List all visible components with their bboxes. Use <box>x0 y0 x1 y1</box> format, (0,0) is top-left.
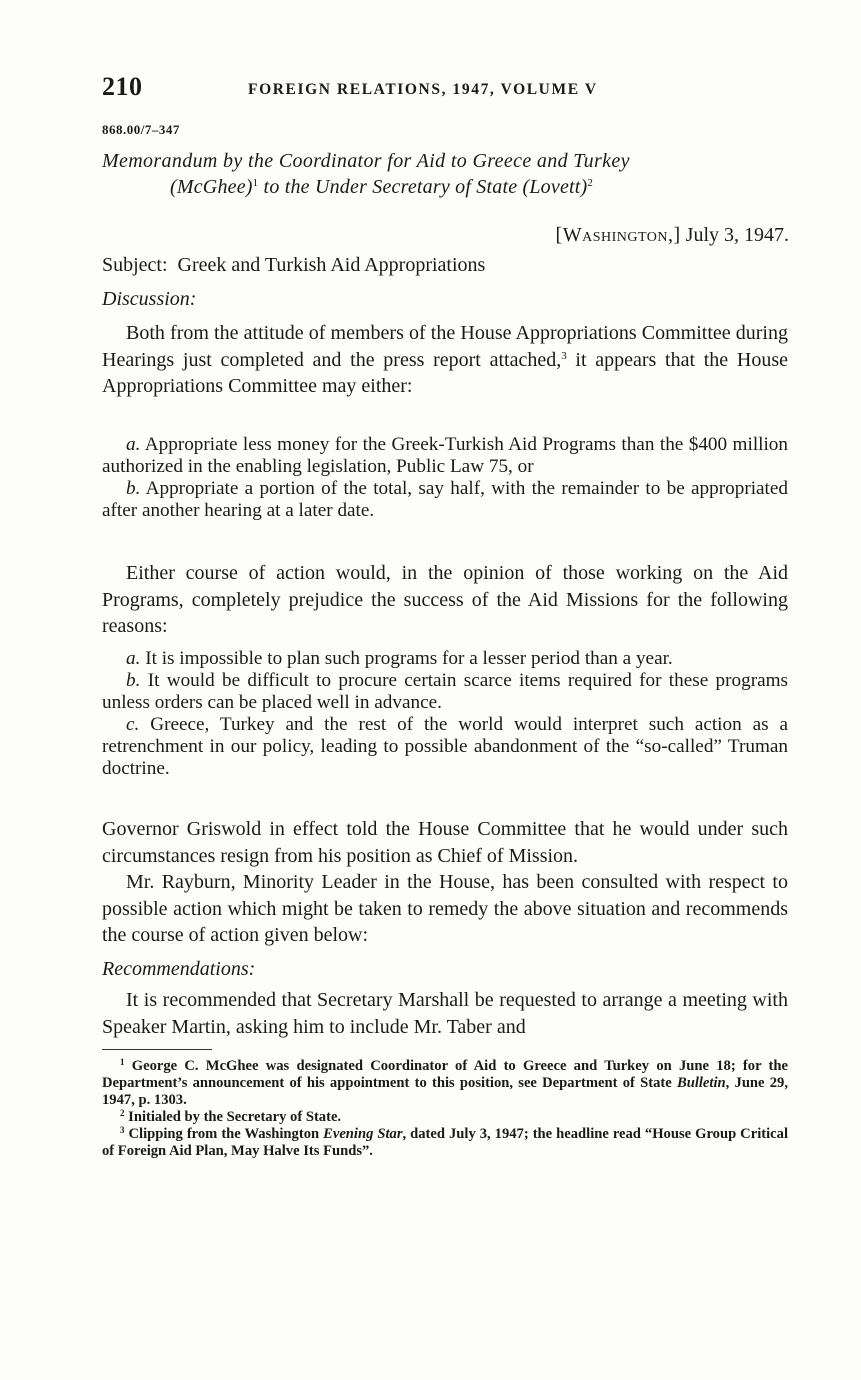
paragraph-4: Mr. Rayburn, Minority Leader in the House, has been consulted with respect to possible action which might be taken to remedy the above situation and recommends the course of action given below: <box>102 871 788 946</box>
subject-text: Greek and Turkish Aid Appropriations <box>177 254 486 276</box>
subject-label: Subject: <box>102 254 168 276</box>
paragraph-5: It is recommended that Secretary Marshall be requested to arrange a meeting with Speaker Martin, asking him to include Mr. Taber and <box>102 989 788 1038</box>
footnote: $^1$ George C. McGhee was designated Coordinator of Aid to Greece and Turkey on June 18; for the Department’s announcement of his appointment to this position, see Department of State Bulletin, June 29, 1947, p. 1303. <box>102 1057 788 1108</box>
file-number: 868.00/7–347 <box>102 122 180 137</box>
paragraph-1: Both from the attitude of members of the House Appropriations Committee during Hearings just completed and the press report attached,$^3$ it appears that the House Appropriations Committee may either: <box>102 322 788 397</box>
page-header <box>102 72 788 108</box>
list-item: a. It is impossible to plan such programs for a lesser period than a year. <box>126 648 673 669</box>
title-lovett: (Lovett) <box>522 176 588 198</box>
title-mcghee: (McGhee) <box>170 176 253 198</box>
paragraph-3: Governor Griswold in effect told the House Committee that he would under such circumstances resign from his position as Chief of Mission. <box>102 818 788 867</box>
title-line-1: Memorandum by the Coordinator for Aid to Greece and Turkey <box>102 150 630 172</box>
dateline-place: [Washington,] <box>555 224 681 246</box>
footnote-ref-1: 1 <box>252 177 259 189</box>
reasons-list <box>102 648 788 780</box>
document-title <box>102 148 790 200</box>
running-head: FOREIGN RELATIONS, 1947, VOLUME V <box>248 81 598 98</box>
list-item: b. It would be difficult to procure certain scarce items required for these programs unless orders can be placed well in advance. <box>102 670 788 713</box>
footnote-divider <box>102 1049 212 1050</box>
title-middle: to the Under Secretary of State <box>258 176 523 198</box>
dateline-date: July 3, 1947. <box>680 224 789 246</box>
dateline <box>556 224 789 247</box>
footnotes <box>102 1058 788 1160</box>
footnote: $^2$ Initialed by the Secretary of State. <box>120 1108 342 1125</box>
title-line-2 <box>102 174 790 200</box>
recommendations-heading: Recommendations: <box>102 958 256 980</box>
footnote-ref-3: 3 <box>561 349 567 362</box>
list-item: c. Greece, Turkey and the rest of the world would interpret such action as a retrenchment in our policy, leading to possible abandonment of the “so-called” Truman doctrine. <box>102 714 788 779</box>
list-item: a. Appropriate less money for the Greek-Turkish Aid Programs than the $400 million authorized in the enabling legislation, Public Law 75, or <box>102 434 788 477</box>
options-list <box>102 434 788 522</box>
footnote: $^3$ Clipping from the Washington Evening Star, dated July 3, 1947; the headline read “House Group Critical of Foreign Aid Plan, May Halve Its Funds”. <box>102 1125 788 1159</box>
list-item: b. Appropriate a portion of the total, say half, with the remainder to be appropriated after another hearing at a later date. <box>102 478 788 521</box>
discussion-heading: Discussion: <box>102 288 197 310</box>
footnote-ref-2: 2 <box>587 177 594 189</box>
subject-line <box>102 254 485 277</box>
paragraph-2: Either course of action would, in the opinion of those working on the Aid Programs, completely prejudice the success of the Aid Missions for the following reasons: <box>102 562 788 637</box>
page-number: 210 <box>102 72 143 101</box>
